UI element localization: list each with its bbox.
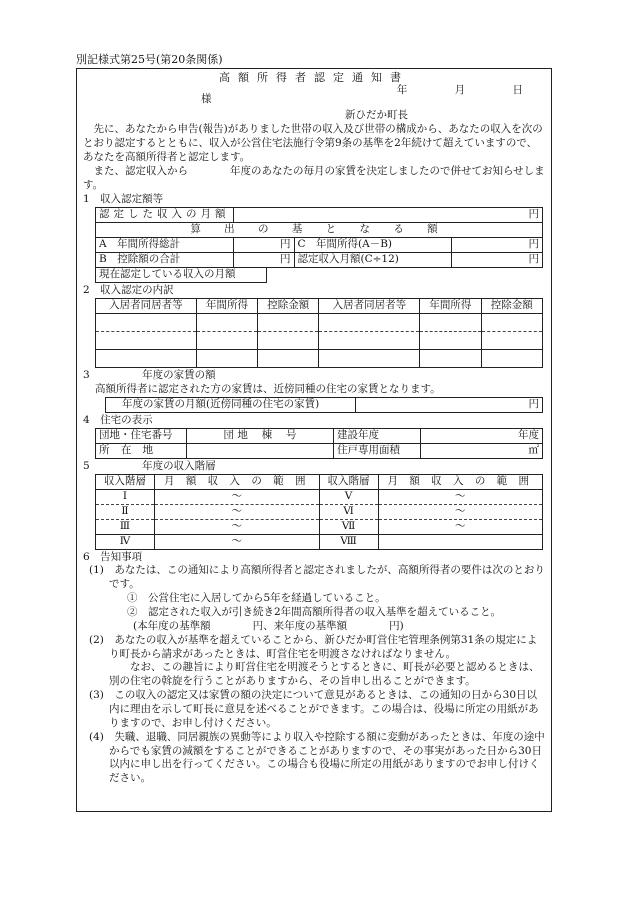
section-5-heading: 5 年度の収入階層 xyxy=(83,459,216,472)
form-id: 別記様式第25号(第20条関係) xyxy=(76,53,223,66)
level-5: Ⅴ xyxy=(319,489,378,504)
row-c-label: C 年間所得(A－B) xyxy=(294,238,451,253)
housing-table xyxy=(95,428,543,459)
notice-4: (4) 失職、退職、同居親族の異動等により収入や控除する額に変動があったときは、年度の途中からでも家賃の減額をすることができることがありますので、その事実があった日から30日以内に申し出を行ってください。この場合も役場に所定の用紙がありますのでお申し付けください。 xyxy=(89,730,545,785)
current-label: 現在認定している収入の月額 xyxy=(96,268,267,283)
table-row xyxy=(96,519,543,534)
danchi-label: 団地・住宅番号 xyxy=(96,428,187,443)
table-row xyxy=(96,489,543,504)
level-8: Ⅷ xyxy=(319,534,378,549)
level-1: Ⅰ xyxy=(96,489,155,504)
basis-header: 算 出 の 基 と な る 額 xyxy=(96,223,543,238)
issuer: 新ひだか町長 xyxy=(345,109,408,122)
year-label: 建設年度 xyxy=(334,428,421,443)
row-d-label: 認定収入月額(C÷12) xyxy=(294,253,451,268)
level-6: Ⅵ xyxy=(319,504,378,519)
area-label: 住戸専用面積 xyxy=(334,443,421,458)
section-2-heading: 2 収入認定の内訳 xyxy=(83,284,174,297)
income-table xyxy=(95,207,543,268)
notice-frame xyxy=(76,68,552,812)
table-row xyxy=(96,504,543,519)
table-row xyxy=(96,350,543,368)
notice-1b: ② 認定された収入が引き続き2年間高額所得者の収入基準を超えていること。 xyxy=(127,605,502,618)
level-7: Ⅶ xyxy=(319,519,378,534)
section-1-heading: 1 収入認定額等 xyxy=(83,193,164,206)
row-a-yen: 円 xyxy=(233,238,294,253)
range-1: ～ xyxy=(155,489,320,504)
level-4: Ⅳ xyxy=(96,534,155,549)
col-annual-2: 年間所得 xyxy=(420,299,481,314)
section-4-heading: 4 住宅の表示 xyxy=(83,413,153,426)
addressee-suffix: 様 xyxy=(201,93,212,106)
notice-2: (2) あなたの収入が基準を超えていることから、新ひだか町営住宅管理条例第31条の規定により町長から請求があったときは、町営住宅を明渡さなければなりません。 xyxy=(89,633,538,660)
intro-paragraph-1: 先に、あなたから申告(報告)がありました世帯の収入及び世帯の構成から、あなたの収入を次のとおり認定するとともに、収入が公営住宅法施行令第9条の基準を2年続けて超えていますので、あなたを高額所得者と認定します。 xyxy=(83,123,543,163)
col-deduction-1: 控除金額 xyxy=(258,299,319,314)
table-row xyxy=(96,314,543,332)
rent-yen: 円 xyxy=(356,397,543,412)
col-annual-1: 年間所得 xyxy=(196,299,257,314)
monthly-yen: 円 xyxy=(233,208,543,223)
date-line: 年 月 日 xyxy=(396,83,545,96)
range-5: ～ xyxy=(378,489,543,504)
col-level-1: 収入階層 xyxy=(96,474,155,489)
notice-1c: (本年度の基準額 円、来年度の基準額 円) xyxy=(133,619,404,632)
range-3: ～ xyxy=(155,519,320,534)
row-a-label: A 年間所得総計 xyxy=(96,238,234,253)
danchi-value: 団 地 棟 号 xyxy=(187,428,334,443)
notice-section xyxy=(83,551,545,787)
range-6: ～ xyxy=(378,504,543,519)
notice-1: (1) あなたは、この通知により高額所得者と認定されましたが、高額所得者の要件は次のとおりです。 xyxy=(89,564,545,591)
location-label: 所 在 地 xyxy=(96,443,187,458)
rent-table xyxy=(105,397,543,413)
area-unit: ㎡ xyxy=(421,443,543,458)
rent-label: 年度の家賃の月額(近傍同種の住宅の家賃) xyxy=(106,397,356,412)
notice-2b: なお、この趣旨により町営住宅を明渡そうとするときに、町長が必要と認めるときは、別の住宅の斡旋を行うことがありますから、その旨申し出ることができます。 xyxy=(109,661,540,688)
table-row xyxy=(96,332,543,350)
row-b-yen: 円 xyxy=(233,253,294,268)
col-member-1: 入居者同居者等 xyxy=(96,299,197,314)
section-6-heading: 6 告知事項 xyxy=(83,550,143,563)
notice-3: (3) この収入の認定又は家賃の額の決定について意見があるときは、この通知の日から30日以内に理由を示して町長に意見を述べることができます。この場合は、役場に所定の用紙がありますので、お申し付けください。 xyxy=(89,689,539,729)
breakdown-table xyxy=(95,298,543,368)
row-c-yen: 円 xyxy=(451,238,543,253)
row-b-label: B 控除額の合計 xyxy=(96,253,234,268)
intro-paragraph-2: また、認定収入から 年度のあなたの毎月の家賃を決定しましたので併せてお知らせします。 xyxy=(83,164,545,191)
year-unit: 年度 xyxy=(421,428,543,443)
section-3-text: 高額所得者に認定された方の家賃は、近傍同種の住宅の家賃となります。 xyxy=(95,382,441,395)
range-2: ～ xyxy=(155,504,320,519)
current-income-table xyxy=(95,267,543,283)
range-4: ～ xyxy=(155,534,320,549)
col-range-1: 月 額 収 入 の 範 囲 xyxy=(155,474,320,489)
monthly-label: 認定した収入の月額 xyxy=(96,208,234,223)
levels-table xyxy=(95,474,543,550)
level-3: Ⅲ xyxy=(96,519,155,534)
section-3-heading: 3 年度の家賃の額 xyxy=(83,369,216,382)
notice-1a: ① 公営住宅に入居してから5年を経過していること。 xyxy=(127,592,386,605)
row-d-yen: 円 xyxy=(451,253,543,268)
col-range-2: 月 額 収 入 の 範 囲 xyxy=(378,474,543,489)
col-level-2: 収入階層 xyxy=(319,474,378,489)
table-row xyxy=(96,534,543,549)
page-title: 高額所得者認定通知書 xyxy=(219,71,409,84)
col-deduction-2: 控除金額 xyxy=(481,299,542,314)
col-member-2: 入居者同居者等 xyxy=(319,299,420,314)
range-7: ～ xyxy=(378,519,543,534)
level-2: Ⅱ xyxy=(96,504,155,519)
